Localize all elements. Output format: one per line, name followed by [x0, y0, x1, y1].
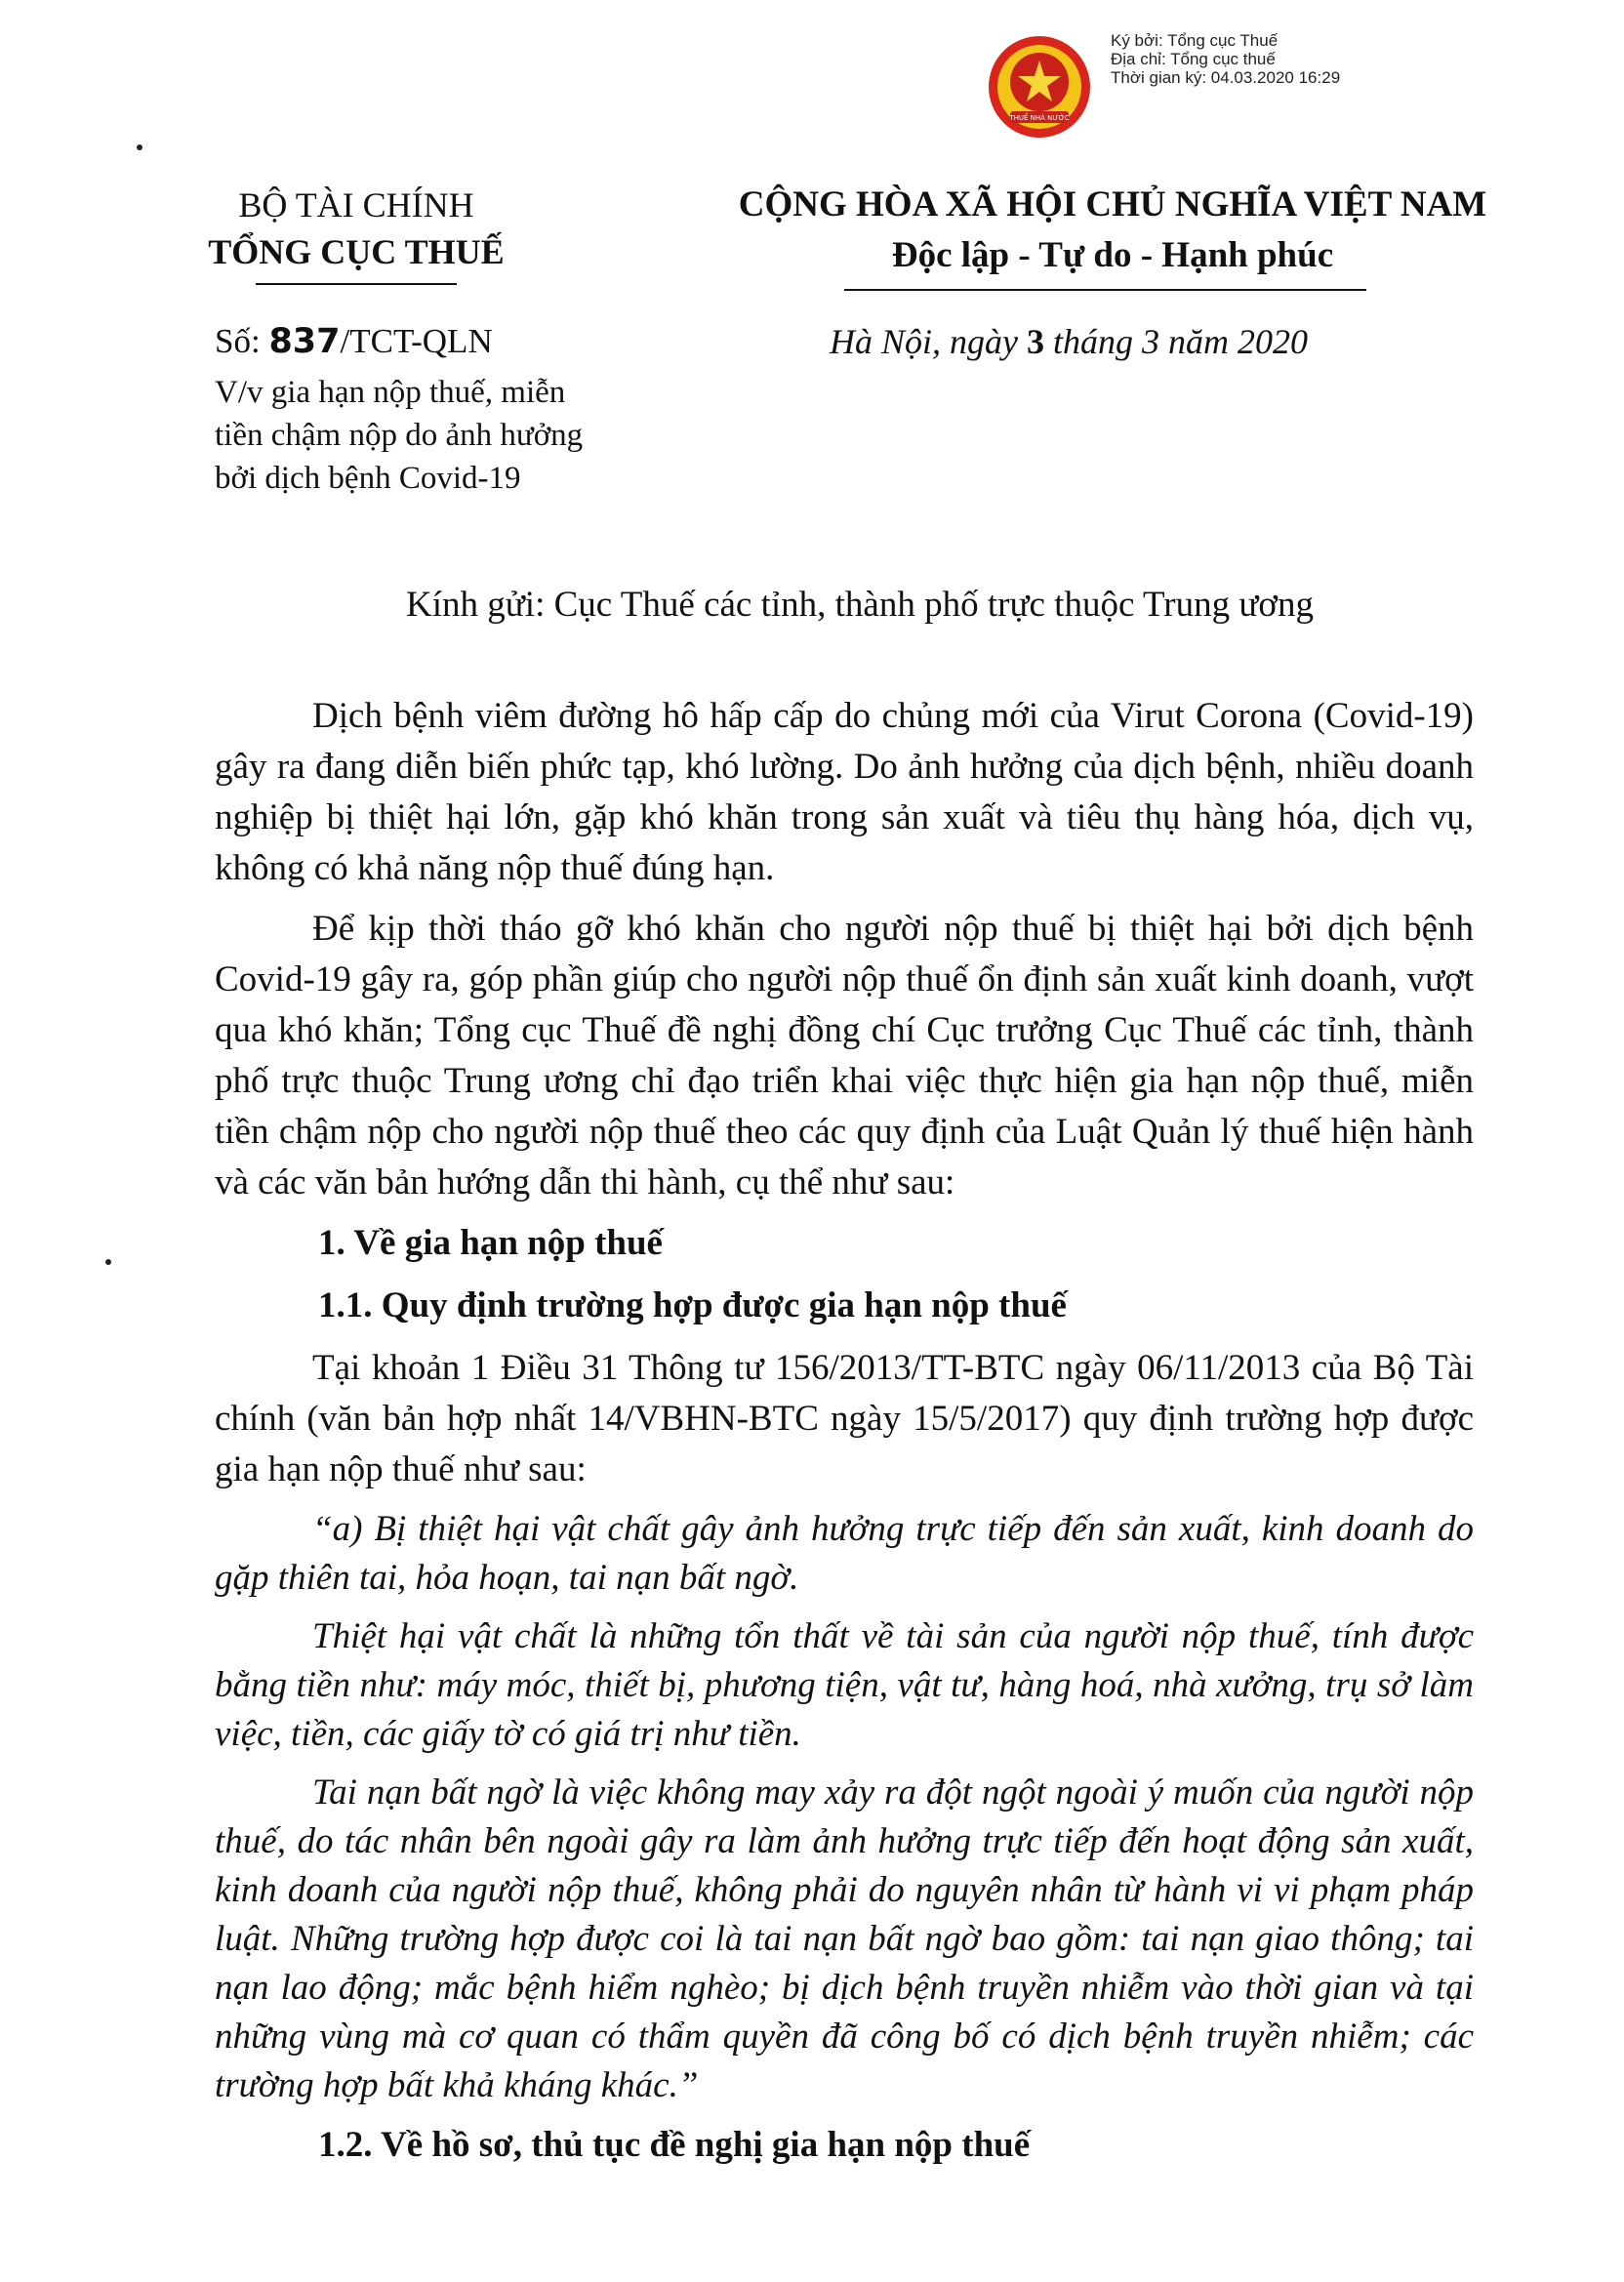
number-suffix: /TCT-QLN [340, 322, 493, 360]
department-name: TỔNG CỤC THUẾ [208, 232, 505, 271]
tax-authority-seal [986, 33, 1093, 141]
paragraph-directive: Để kịp thời tháo gỡ khó khăn cho người nộp thuế bị thiệt hại bởi dịch bệnh Covid-19 gây ra, góp phần giúp cho người nộp thuế ổn định sản xuất kinh doanh, vượt qua khó khăn; Tổng cục Thuế đề nghị đồng chí Cục trưởng Cục Thuế các tỉnh, thành phố trực thuộc Trung ương chỉ đạo triển khai việc thực hiện gia hạn nộp thuế, miễn tiền chậm nộp cho người nộp thuế theo các quy định của Luật Quản lý thuế hiện hành và các văn bản hướng dẫn thi hành, cụ thể như sau: [215, 909, 1474, 1202]
quote-material-damage: “a) Bị thiệt hại vật chất gây ảnh hưởng trực tiếp đến sản xuất, kinh doanh do gặp thiên tai, hỏa hoạn, tai nạn bất ngờ. [215, 1509, 1474, 1598]
paragraph-regulation: Tại khoản 1 Điều 31 Thông tư 156/2013/TT-BTC ngày 06/11/2013 của Bộ Tài chính (văn bản hợp nhất 14/VBHN-BTC ngày 15/5/2017) quy định trường hợp được gia hạn nộp thuế như sau: [215, 1348, 1474, 1489]
address-line: Địa chỉ: Tổng cục thuế [1111, 50, 1276, 68]
scan-dot [137, 144, 142, 150]
number-label: Số: [215, 322, 269, 360]
subject-line: bởi dịch bệnh Covid-19 [215, 461, 521, 496]
subject-line: tiền chậm nộp do ảnh hưởng [215, 418, 584, 453]
document-subject [215, 371, 583, 500]
national-motto: Độc lập - Tự do - Hạnh phúc [891, 235, 1334, 275]
quote-accident-definition: Tai nạn bất ngờ là việc không may xảy ra đột ngột ngoài ý muốn của người nộp thuế, do tác nhân bên ngoài gây ra làm ảnh hưởng trực tiếp đến hoạt động sản xuất, kinh doanh của người nộp thuế, không phải do nguyên nhân từ hành vi vi phạm pháp luật. Những trường hợp được coi là tai nạn bất ngờ bao gồm: tai nạn giao thông; tai nạn lao động; mắc bệnh hiểm nghèo; bị dịch bệnh truyền nhiễm vào thời gian và tại những vùng mà cơ quan có thẩm quyền đã công bố có dịch bệnh truyền nhiễm; các trường hợp bất khả kháng khác.” [215, 1773, 1474, 2105]
section-heading-1: 1. Về gia hạn nộp thuế [318, 1223, 663, 1263]
date-day: 3 [1027, 322, 1044, 361]
date-suffix: tháng 3 năm 2020 [1044, 322, 1308, 361]
agency-underline [256, 283, 457, 285]
document-body [215, 691, 1474, 2182]
paragraph-intro: Dịch bệnh viêm đường hô hấp cấp do chủng mới của Virut Corona (Covid-19) gây ra đang diễn biến phức tạp, khó lường. Do ảnh hưởng của dịch bệnh, nhiều doanh nghiệp bị thiệt hại lớn, gặp khó khăn trong sản xuất và tiêu thụ hàng hóa, dịch vụ, không có khả năng nộp thuế đúng hạn. [215, 696, 1474, 888]
subject-line: V/v gia hạn nộp thuế, miễn [215, 375, 566, 410]
signer-line: Ký bởi: Tổng cục Thuế [1111, 31, 1279, 50]
ministry-name: BỘ TÀI CHÍNH [238, 185, 474, 224]
section-heading-1-1: 1.1. Quy định trường hợp được gia hạn nộp thuế [318, 1285, 1067, 1325]
recipient-line: Kính gửi: Cục Thuế các tỉnh, thành phố trực thuộc Trung ương [406, 585, 1314, 625]
motto-underline [844, 289, 1366, 291]
section-heading-1-2: 1.2. Về hồ sơ, thủ tục đề nghị gia hạn nộp thuế [318, 2125, 1031, 2165]
number-handwritten: 837 [268, 322, 341, 361]
issuing-agency [176, 182, 537, 275]
digital-signature-info [1111, 31, 1340, 87]
nation-name: CỘNG HÒA XÃ HỘI CHỦ NGHĨA VIỆT NAM [738, 184, 1487, 224]
national-title [683, 180, 1542, 281]
scan-dot [105, 1259, 111, 1265]
issue-date [830, 320, 1308, 363]
date-prefix: Hà Nội, ngày [830, 322, 1027, 361]
svg-text:THUẾ NHÀ NƯỚC: THUẾ NHÀ NƯỚC [1009, 114, 1070, 122]
signed-time-line: Thời gian ký: 04.03.2020 16:29 [1111, 68, 1341, 87]
document-number [215, 320, 493, 363]
quote-damage-definition: Thiệt hại vật chất là những tổn thất về tài sản của người nộp thuế, tính được bằng tiền như: máy móc, thiết bị, phương tiện, vật tư, hàng hoá, nhà xưởng, trụ sở làm việc, tiền, các giấy tờ có giá trị như tiền. [215, 1616, 1474, 1754]
